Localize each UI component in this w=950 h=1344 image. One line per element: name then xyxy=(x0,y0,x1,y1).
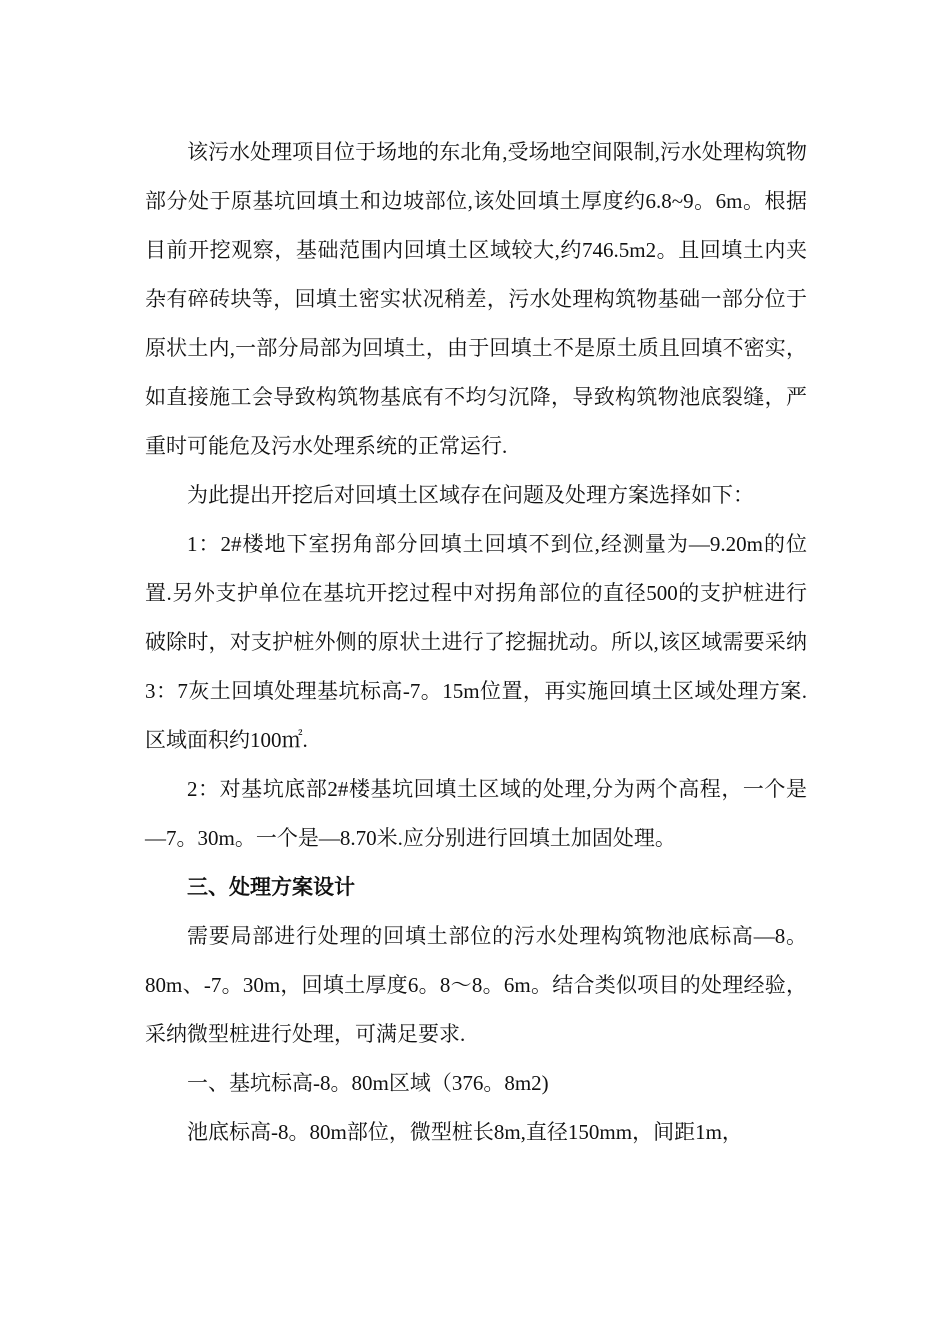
paragraph-item-1: 1：2#楼地下室拐角部分回填土回填不到位,经测量为—9.20m的位置.另外支护单位在基坑开挖过程中对拐角部位的直径500的支护桩进行破除时，对支护桩外侧的原状土进行了挖掘扰动。所以,该区域需要采纳3：7灰土回填处理基坑标高-7。15m位置，再实施回填土区域处理方案.区域面积约100㎡. xyxy=(145,532,807,752)
paragraph-pile-spec: 池底标高-8。80m部位，微型桩长8m,直径150mm，间距1m， xyxy=(187,1120,743,1144)
paragraph-design-summary: 需要局部进行处理的回填土部位的污水处理构筑物池底标高—8。80m、-7。30m，回填土厚度6。8～8。6m。结合类似项目的处理经验，采纳微型桩进行处理，可满足要求. xyxy=(145,924,807,1046)
paragraph-project-overview: 该污水处理项目位于场地的东北角,受场地空间限制,污水处理构筑物部分处于原基坑回填土和边坡部位,该处回填土厚度约6.8~9。6m。根据目前开挖观察，基础范围内回填土区域较大,约746.5m2。且回填土内夹杂有碎砖块等，回填土密实状况稍差，污水处理构筑物基础一部分位于原状土内,一部分局部为回填土，由于回填土不是原土质且回填不密实，如直接施工会导致构筑物基底有不均匀沉降，导致构筑物池底裂缝，严重时可能危及污水处理系统的正常运行. xyxy=(145,140,807,458)
document-body xyxy=(145,128,807,1157)
paragraph-problem-intro: 为此提出开挖后对回填土区域存在问题及处理方案选择如下： xyxy=(187,483,754,507)
paragraph-subsection-title: 一、基坑标高-8。80m区域（376。8m2) xyxy=(187,1071,549,1095)
paragraph-item-2: 2：对基坑底部2#楼基坑回填土区域的处理,分为两个高程，一个是—7。30m。一个是—8.70米.应分别进行回填土加固处理。 xyxy=(145,777,807,850)
section-heading: 三、处理方案设计 xyxy=(187,875,355,899)
